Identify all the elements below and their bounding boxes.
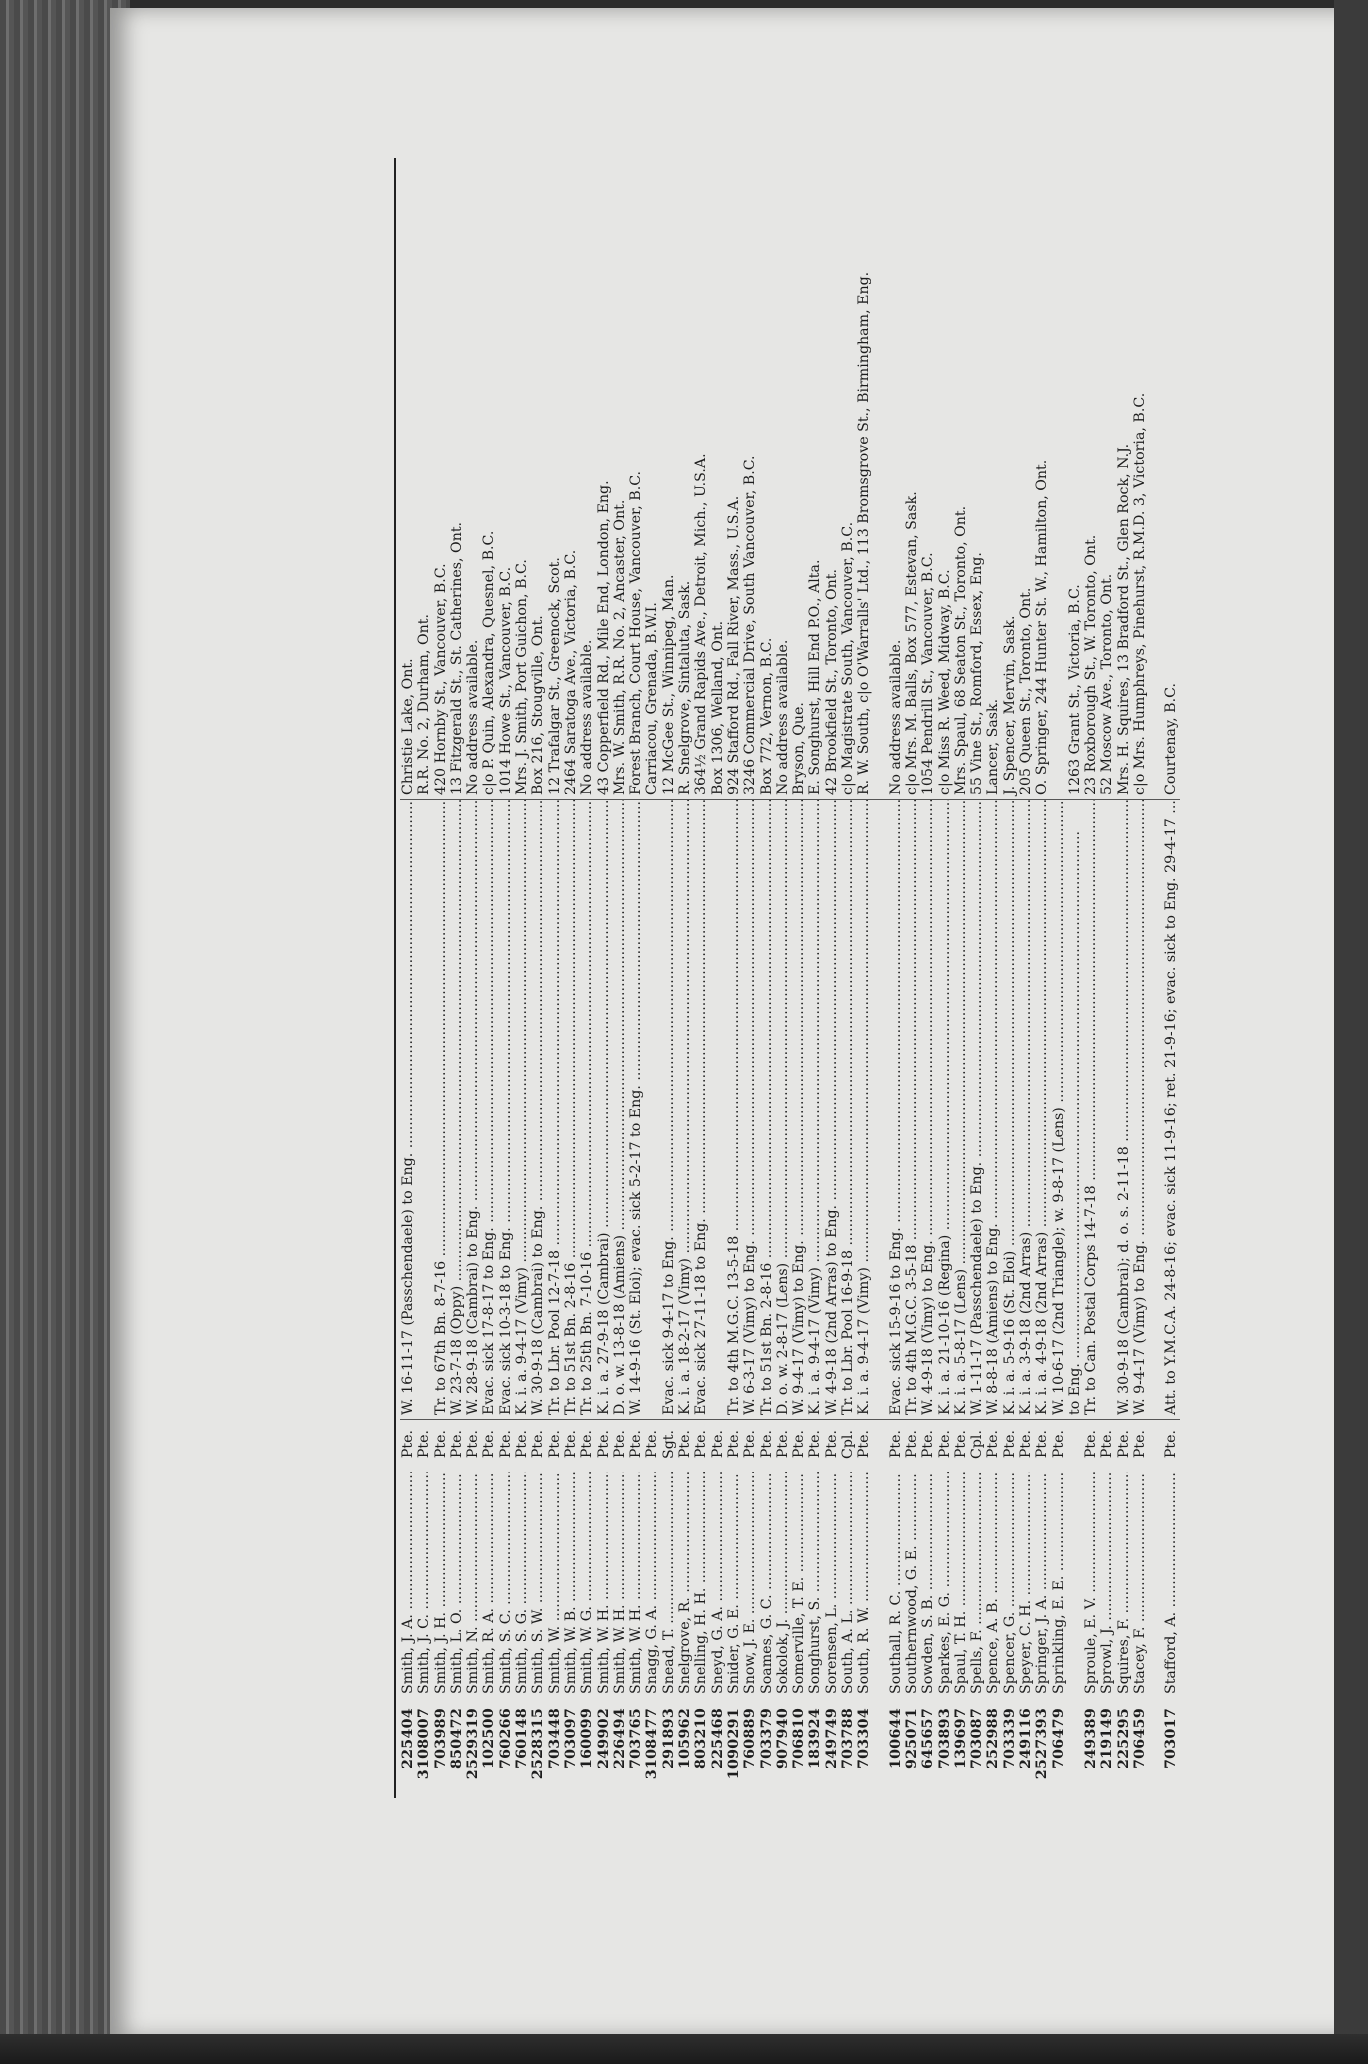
rank: Pte. <box>481 1430 498 1459</box>
regimental-number: 850472 <box>448 1708 465 1770</box>
rank: Pte. <box>920 1430 937 1459</box>
address: Bryson, Que. <box>791 158 807 800</box>
address: c|o Magistrate South, Vancouver, B.C. <box>840 158 856 800</box>
service-record: Att. to Y.M.C.A. 24-8-16; evac. sick 11-9-16; ret. 21-9-16; evac. sick to Eng. 29-4-17 ..... <box>1163 800 1179 1420</box>
soldier-name: Somerville, T. E. ..... <box>791 1472 807 1694</box>
soldier-name: Smith, J. H. ..... <box>433 1472 449 1694</box>
address: 55 Vine St., Romford, Essex, Eng. <box>969 158 985 800</box>
regimental-number: 703017 <box>1163 1708 1180 1770</box>
table-row <box>1051 158 1067 1798</box>
rank: Pte. <box>709 1430 726 1459</box>
service-record <box>1099 800 1115 1420</box>
regimental-number: 703097 <box>562 1708 579 1770</box>
soldier-name: Snelgrove, R. ..... <box>677 1472 693 1694</box>
regimental-number: 249116 <box>1017 1708 1034 1770</box>
service-record: W. 9-4-17 (Vimy) to Eng. ..... <box>791 800 807 1420</box>
service-record: K. i. a. 5-9-16 (St. Eloi) ..... <box>1002 800 1018 1420</box>
soldier-name: Smith, W. H. ..... <box>612 1472 628 1694</box>
address <box>873 158 888 800</box>
rank: Pte. <box>1132 1430 1149 1459</box>
rank: Pte. <box>725 1430 742 1459</box>
regimental-number: 1090291 <box>725 1708 742 1780</box>
regimental-number: 907940 <box>774 1708 791 1770</box>
address: Christie Lake, Ont. <box>400 158 416 800</box>
service-record: W. 1-11-17 (Passchendaele) to Eng. ..... <box>969 800 985 1420</box>
soldier-name <box>873 1472 888 1694</box>
regimental-number: 760148 <box>514 1708 531 1770</box>
soldier-name: Snagg, G. A. ..... <box>644 1472 660 1694</box>
rank: Pte. <box>1083 1430 1100 1459</box>
rank: Pte. <box>448 1430 465 1459</box>
regimental-number: 803210 <box>693 1708 710 1770</box>
service-record: W. 9-4-17 (Vimy) to Eng. ..... <box>1132 800 1148 1420</box>
table-row <box>644 158 660 1798</box>
table-row <box>873 158 888 1798</box>
rank: Pte. <box>1163 1430 1180 1459</box>
address: c|o Mrs. Humphreys, Pinehurst, R.M.D. 3, Victoria, B.C. <box>1132 158 1148 800</box>
rank: Pte. <box>758 1430 775 1459</box>
table-row <box>514 158 530 1798</box>
regimental-number: 706810 <box>791 1708 808 1770</box>
address: No address available. <box>775 158 791 800</box>
rank: Cpl. <box>840 1430 857 1459</box>
address: No address available. <box>579 158 595 800</box>
soldier-name: Smith, S. W. ..... <box>530 1472 546 1694</box>
service-record: K. i. a. 4-9-18 (2nd Arras) ..... <box>1034 800 1050 1420</box>
table-row <box>920 158 936 1798</box>
soldier-name: Snider, G. E. ..... <box>726 1472 742 1694</box>
service-record: K. i. a. 9-4-17 (Vimy) ..... <box>807 800 823 1420</box>
table-row <box>433 158 449 1798</box>
soldier-name: Sproule, E. V. ..... <box>1083 1472 1099 1694</box>
table-row <box>628 158 644 1798</box>
rank: Sgt. <box>660 1430 677 1460</box>
service-record: D. o. w. 13-8-18 (Amiens) ..... <box>612 800 628 1420</box>
rank: Pte. <box>887 1430 904 1459</box>
address: R. W. South, c|o O'Warralls' Ltd., 113 Bromsgrove St., Birmingham, Eng. <box>856 158 872 800</box>
service-record: Evac. sick 9-4-17 to Eng. ..... <box>661 800 677 1420</box>
address: Lancer, Sask. <box>985 158 1001 800</box>
regimental-number: 252988 <box>985 1708 1002 1770</box>
table-row <box>840 158 856 1798</box>
regimental-number: 3108007 <box>416 1708 433 1780</box>
table-row <box>1132 158 1148 1798</box>
regimental-number: 139697 <box>952 1708 969 1770</box>
table-row <box>693 158 709 1798</box>
table-row <box>775 158 791 1798</box>
service-record: Tr. to Can. Postal Corps 14-7-18 ..... <box>1083 800 1099 1420</box>
address: Mrs. Spaul, 68 Seaton St., Toronto, Ont. <box>953 158 969 800</box>
rank: Pte. <box>742 1430 759 1459</box>
service-record: K. i. a. 9-4-17 (Vimy) ..... <box>514 800 530 1420</box>
rank: Pte. <box>514 1430 531 1459</box>
regimental-number: 2527393 <box>1034 1708 1051 1780</box>
table-row <box>1067 158 1083 1798</box>
address: 2464 Saratoga Ave., Victoria, B.C. <box>563 158 579 800</box>
service-record: D. o. w. 2-8-17 (Lens) ..... <box>775 800 791 1420</box>
rotated-roster <box>350 158 1250 1798</box>
regimental-number: 706479 <box>1050 1708 1067 1770</box>
service-record: Tr. to 51st Bn. 2-8-16 ..... <box>759 800 775 1420</box>
scan-bottom-border <box>0 2034 1368 2064</box>
table-row <box>1018 158 1034 1798</box>
soldier-name: Spaul, T. H. ..... <box>953 1472 969 1694</box>
rank <box>1148 1420 1163 1472</box>
rank: Pte. <box>1017 1430 1034 1459</box>
table-row <box>498 158 514 1798</box>
rank: Pte. <box>432 1430 449 1459</box>
soldier-name: Springer, J. A. ..... <box>1034 1472 1050 1694</box>
address: R.R. No. 2, Durham, Ont. <box>416 158 432 800</box>
soldier-name: Smith, L. O. ..... <box>449 1472 465 1694</box>
service-record: Tr. to 4th M.G.C. 13-5-18 ..... <box>726 800 742 1420</box>
rank: Pte. <box>807 1430 824 1459</box>
table-row <box>612 158 628 1798</box>
soldier-name: Spencer, G. ..... <box>1002 1472 1018 1694</box>
address: Mrs. W. Smith, R.R. No. 2, Ancaster, Ont. <box>612 158 628 800</box>
regimental-number: 703087 <box>969 1708 986 1770</box>
service-record: W. 16-11-17 (Passchendaele) to Eng. ..... <box>400 800 416 1420</box>
service-record: Evac. sick 10-3-18 to Eng. ..... <box>498 800 514 1420</box>
regimental-number: 703989 <box>432 1708 449 1770</box>
service-record: to Eng. ..... <box>1067 800 1083 1420</box>
regimental-number: 703379 <box>758 1708 775 1770</box>
regimental-number: 100644 <box>887 1708 904 1770</box>
table-row <box>726 158 742 1798</box>
regimental-number: 160099 <box>579 1708 596 1770</box>
soldier-name <box>1148 1472 1163 1694</box>
soldier-name: Sprinkling, E. E. ..... <box>1051 1472 1067 1694</box>
rank: Pte. <box>693 1430 710 1459</box>
soldier-name: Squires, F. ..... <box>1116 1472 1132 1694</box>
table-row <box>904 158 920 1798</box>
service-record: K. i. a. 5-8-17 (Lens) ..... <box>953 800 969 1420</box>
soldier-name: Stafford, A. ..... <box>1163 1472 1179 1694</box>
address: E. Songhurst, Hill End P.O., Alta. <box>807 158 823 800</box>
soldier-name: Sorensen, L. ..... <box>824 1472 840 1694</box>
rank: Pte. <box>952 1430 969 1459</box>
rank: Pte. <box>530 1430 547 1459</box>
header-rule <box>394 158 396 1798</box>
nominal-roll-table <box>400 158 1180 1798</box>
rank: Pte. <box>546 1430 563 1459</box>
regimental-number: 291893 <box>660 1708 677 1770</box>
table-row <box>742 158 758 1798</box>
soldier-name: Smith, R. A. ..... <box>481 1472 497 1694</box>
table-row <box>969 158 985 1798</box>
soldier-name: Snow, J. E. ..... <box>742 1472 758 1694</box>
rank: Pte. <box>595 1430 612 1459</box>
rank: Pte. <box>1099 1430 1116 1459</box>
rank: Pte. <box>791 1430 808 1459</box>
regimental-number: 703304 <box>856 1708 873 1770</box>
service-record: W. 14-9-16 (St. Eloi); evac. sick 5-2-17 to Eng. ..... <box>628 800 644 1420</box>
soldier-name: Speyer, C. H. ..... <box>1018 1472 1034 1694</box>
regimental-number <box>1148 1694 1163 1798</box>
regimental-number: 645657 <box>920 1708 937 1770</box>
table-row <box>677 158 693 1798</box>
soldier-name <box>1067 1472 1083 1694</box>
rank: Pte. <box>677 1430 694 1459</box>
service-record: K. i. a. 21-10-16 (Regina) ..... <box>937 800 953 1420</box>
table-row <box>1002 158 1018 1798</box>
regimental-number: 249902 <box>595 1708 612 1770</box>
soldier-name: South, R. W. ..... <box>856 1472 872 1694</box>
address: J. Spencer, Mervin, Sask. <box>1002 158 1018 800</box>
address: 364½ Grand Rapids Ave., Detroit, Mich., U.S.A. <box>693 158 709 800</box>
regimental-number: 105962 <box>677 1708 694 1770</box>
address: Box 216, Stougville, Ont. <box>530 158 546 800</box>
table-row <box>985 158 1001 1798</box>
soldier-name: Smith, J. A. ..... <box>400 1472 416 1694</box>
service-record: W. 8-8-18 (Amiens) to Eng. ..... <box>985 800 1001 1420</box>
rank <box>873 1420 888 1472</box>
address: 43 Copperfield Rd., Mile End, London, Eng. <box>596 158 612 800</box>
table-row <box>1148 158 1163 1798</box>
address: 1054 Pendrill St., Vancouver, B.C. <box>920 158 936 800</box>
regimental-number: 219149 <box>1099 1708 1116 1770</box>
soldier-name: South, A. L. ..... <box>840 1472 856 1694</box>
soldier-name: Smith, S. G. ..... <box>514 1472 530 1694</box>
address: 13 Fitzgerald St., St. Catherines, Ont. <box>449 158 465 800</box>
address: 1263 Grant St., Victoria, B.C. <box>1067 158 1083 800</box>
address: c|o P. Quin, Alexandra, Quesnel, B.C. <box>481 158 497 800</box>
table-row <box>563 158 579 1798</box>
rank: Pte. <box>628 1430 645 1459</box>
rank: Pte. <box>562 1430 579 1459</box>
regimental-number: 102500 <box>481 1708 498 1770</box>
book-page <box>110 8 1368 2038</box>
address: No address available. <box>465 158 481 800</box>
address: 205 Queen St., Toronto, Ont. <box>1018 158 1034 800</box>
table-row <box>1116 158 1132 1798</box>
table-row <box>856 158 872 1798</box>
service-record <box>1148 800 1163 1420</box>
table-row <box>807 158 823 1798</box>
soldier-name: Soames, G. C. ..... <box>759 1472 775 1694</box>
service-record: Tr. to Lbr. Pool 12-7-18 ..... <box>547 800 563 1420</box>
soldier-name: Smith, J. C. ..... <box>416 1472 432 1694</box>
table-row <box>547 158 563 1798</box>
service-record: Evac. sick 27-11-18 to Eng. ..... <box>693 800 709 1420</box>
address: 1014 Howe St., Vancouver, B.C. <box>498 158 514 800</box>
service-record <box>644 800 660 1420</box>
address: c|o Mrs. M. Balls, Box 577, Estevan, Sask. <box>904 158 920 800</box>
address: 52 Moscow Ave., Toronto, Ont. <box>1099 158 1115 800</box>
soldier-name: Smith, W. H. ..... <box>628 1472 644 1694</box>
service-record: K. i. a. 3-9-18 (2nd Arras) ..... <box>1018 800 1034 1420</box>
table-row <box>1034 158 1050 1798</box>
service-record: K. i. a. 27-9-18 (Cambrai) ..... <box>596 800 612 1420</box>
regimental-number: 225295 <box>1115 1708 1132 1770</box>
rank <box>1067 1420 1083 1472</box>
regimental-number: 2529319 <box>465 1708 482 1780</box>
regimental-number: 3108477 <box>644 1708 661 1780</box>
rank: Pte. <box>416 1430 433 1459</box>
service-record: W. 6-3-17 (Vimy) to Eng. ..... <box>742 800 758 1420</box>
address: 924 Stafford Rd., Fall River, Mass., U.S.A. <box>726 158 742 800</box>
regimental-number: 703339 <box>1001 1708 1018 1770</box>
rank: Pte. <box>579 1430 596 1459</box>
regimental-number: 249389 <box>1083 1708 1100 1770</box>
table-row <box>1163 158 1179 1798</box>
service-record: Tr. to Lbr. Pool 16-9-18 ..... <box>840 800 856 1420</box>
service-record: W. 4-9-18 (Vimy) to Eng. ..... <box>920 800 936 1420</box>
regimental-number <box>1067 1694 1083 1798</box>
rank: Cpl. <box>969 1430 986 1459</box>
table-row <box>937 158 953 1798</box>
table-row <box>710 158 726 1798</box>
regimental-number: 249749 <box>823 1708 840 1770</box>
service-record: K. i. a. 9-4-17 (Vimy) ..... <box>856 800 872 1420</box>
soldier-name: Sokolok, J. ..... <box>775 1472 791 1694</box>
table-row <box>661 158 677 1798</box>
scan-right-border <box>1334 0 1368 2064</box>
address: Forest Branch, Court House, Vancouver, B.C. <box>628 158 644 800</box>
soldier-name: Sparkes, E. G. ..... <box>937 1472 953 1694</box>
rank: Pte. <box>903 1430 920 1459</box>
soldier-name: Songhurst, S. ..... <box>807 1472 823 1694</box>
address: R. Snelgrove, Sintaluta, Sask. <box>677 158 693 800</box>
address: 42 Brookfield St., Toronto, Ont. <box>824 158 840 800</box>
table-row <box>1099 158 1115 1798</box>
table-row <box>1083 158 1099 1798</box>
soldier-name: Southernwood, G. E. ..... <box>904 1472 920 1694</box>
soldier-name: Smith, W. B. ..... <box>563 1472 579 1694</box>
service-record: K. i. a. 18-2-17 (Vimy) ..... <box>677 800 693 1420</box>
address: 12 Trafalgar St., Greenock, Scot. <box>547 158 563 800</box>
address: 3246 Commercial Drive, South Vancouver, B.C. <box>742 158 758 800</box>
table-row <box>530 158 546 1798</box>
service-record: W. 23-7-18 (Oppy) ..... <box>449 800 465 1420</box>
rank: Pte. <box>936 1430 953 1459</box>
address: c|o Miss R. Weed, Midway, B.C. <box>937 158 953 800</box>
table-row <box>579 158 595 1798</box>
service-record: W. 10-6-17 (2nd Triangle); w. 9-8-17 (Lens) ..... <box>1051 800 1067 1420</box>
service-record: Evac. sick 15-9-16 to Eng. ..... <box>888 800 904 1420</box>
table-row <box>888 158 904 1798</box>
soldier-name: Smith, W. G. ..... <box>579 1472 595 1694</box>
service-record: W. 30-9-18 (Cambrai) to Eng. ..... <box>530 800 546 1420</box>
soldier-name: Sneyd, G. A. ..... <box>710 1472 726 1694</box>
regimental-number: 183924 <box>807 1708 824 1770</box>
service-record: Tr. to 4th M.G.C. 3-5-18 ..... <box>904 800 920 1420</box>
table-row <box>596 158 612 1798</box>
regimental-number: 225404 <box>400 1708 416 1770</box>
table-row <box>481 158 497 1798</box>
table-row <box>791 158 807 1798</box>
rank: Pte. <box>1034 1430 1051 1459</box>
rank: Pte. <box>644 1430 661 1459</box>
regimental-number: 703448 <box>546 1708 563 1770</box>
address: Courtenay, B.C. <box>1163 158 1179 800</box>
table-row <box>400 158 416 1798</box>
soldier-name: Sprowl, J. ..... <box>1099 1472 1115 1694</box>
service-record <box>873 800 888 1420</box>
regimental-number: 703788 <box>840 1708 857 1770</box>
rank: Pte. <box>985 1430 1002 1459</box>
regimental-number: 2528315 <box>530 1708 547 1780</box>
rank: Pte. <box>823 1430 840 1459</box>
service-record: Evac. sick 17-8-17 to Eng. ..... <box>481 800 497 1420</box>
rank: Pte. <box>611 1430 628 1459</box>
table-row <box>824 158 840 1798</box>
address: Carriacou, Grenada, B.W.I. <box>644 158 660 800</box>
soldier-name: Smith, W. ..... <box>547 1472 563 1694</box>
table-row <box>953 158 969 1798</box>
soldier-name: Spence, A. B. ..... <box>985 1472 1001 1694</box>
rank: Pte. <box>856 1430 873 1459</box>
rank: Pte. <box>1115 1430 1132 1459</box>
regimental-number: 225468 <box>709 1708 726 1770</box>
table-row <box>416 158 432 1798</box>
table-row <box>449 158 465 1798</box>
soldier-name: Spells, F. ..... <box>969 1472 985 1694</box>
service-record: W. 28-9-18 (Cambrai) to Eng. ..... <box>465 800 481 1420</box>
service-record: Tr. to 25th Bn. 7-10-16 ..... <box>579 800 595 1420</box>
rank: Pte. <box>497 1430 514 1459</box>
regimental-number: 226494 <box>611 1708 628 1770</box>
regimental-number <box>873 1694 888 1798</box>
address: Mrs. H. Squires, 13 Bradford St., Glen Rock, N.J. <box>1116 158 1132 800</box>
rank: Pte. <box>1050 1430 1067 1459</box>
soldier-name: Smith, S. C. ..... <box>498 1472 514 1694</box>
regimental-number: 925071 <box>903 1708 920 1770</box>
regimental-number: 703893 <box>936 1708 953 1770</box>
address: Box 1306, Welland, Ont. <box>710 158 726 800</box>
soldier-name: Snead, T. ..... <box>661 1472 677 1694</box>
soldier-name: Sowden, S. B. ..... <box>920 1472 936 1694</box>
address: No address available. <box>888 158 904 800</box>
service-record: W. 30-9-18 (Cambrai); d. o. s. 2-11-18 ..... <box>1116 800 1132 1420</box>
address <box>1148 158 1163 800</box>
service-record <box>710 800 726 1420</box>
soldier-name: Southall, R. C. ..... <box>888 1472 904 1694</box>
service-record: Tr. to 67th Bn. 8-7-16 ..... <box>433 800 449 1420</box>
regimental-number: 706459 <box>1132 1708 1149 1770</box>
address: 23 Roxborough St., W. Toronto, Ont. <box>1083 158 1099 800</box>
service-record: Tr. to 51st Bn. 2-8-16 ..... <box>563 800 579 1420</box>
soldier-name: Snelling, H. H. ..... <box>693 1472 709 1694</box>
soldier-name: Smith, N. ..... <box>465 1472 481 1694</box>
address <box>1051 158 1067 800</box>
service-record <box>416 800 432 1420</box>
rank: Pte. <box>400 1430 416 1459</box>
rank: Pte. <box>1001 1430 1018 1459</box>
address: Mrs. J. Smith, Port Guichon, B.C. <box>514 158 530 800</box>
rank: Pte. <box>774 1430 791 1459</box>
table-row <box>759 158 775 1798</box>
table-row <box>465 158 481 1798</box>
service-record: W. 4-9-18 (2nd Arras) to Eng. ..... <box>824 800 840 1420</box>
address: 12 McGee St., Winnipeg, Man. <box>661 158 677 800</box>
regimental-number: 703765 <box>628 1708 645 1770</box>
soldier-name: Stacey, F. ..... <box>1132 1472 1148 1694</box>
regimental-number: 760266 <box>497 1708 514 1770</box>
address: Box 772, Vernon, B.C. <box>759 158 775 800</box>
address: 420 Hornby St., Vancouver, B.C. <box>433 158 449 800</box>
regimental-number: 760889 <box>742 1708 759 1770</box>
address: O. Springer, 244 Hunter St. W., Hamilton, Ont. <box>1034 158 1050 800</box>
soldier-name: Smith, W. H. ..... <box>596 1472 612 1694</box>
rank: Pte. <box>465 1430 482 1459</box>
